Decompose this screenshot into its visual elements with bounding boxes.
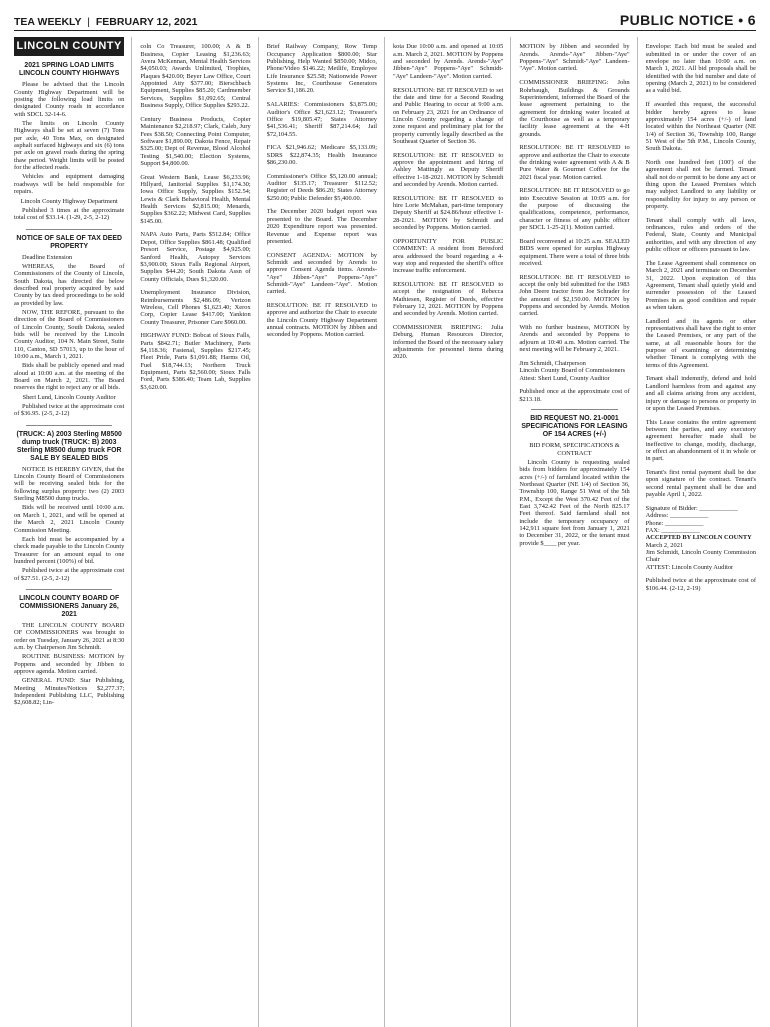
minutes-paragraph: NAPA Auto Parts, Parts $512.84; Office Depot, Office Supplies $861.48; Qualified Presort Service, Postage $4,925.00; Sanford Health, Autopsy Services $3,900.00; Sioux Falls Regional Airport, Supplies $44.20; South Dakota Assn of County Officials, Dues $1,320.00. — [140, 231, 251, 283]
page-header — [14, 10, 756, 31]
notice-columns — [14, 37, 756, 1027]
notice-paragraph: Vehicles and equipment damaging roadways will be held responsible for repairs. — [14, 173, 125, 196]
minutes-paragraph: Unemployment Insurance Division, Reimbursements $2,486.09; Verizon Wireless, Cell Phones $1,623.40; Xerox Corp, Copier Lease $417.00; Yankton County Treasurer, Prisoner Care $960.00. — [140, 289, 251, 326]
column-6 — [646, 37, 756, 1027]
minutes-paragraph: Board reconvened at 10:25 a.m. SEALED BIDS were opened for surplus Highway equipment. There were a total of three bids received. — [519, 237, 630, 267]
minutes-paragraph: Brief Railway Company, Row Temp Occupancy Application $800.00; Star Publishing, Help Wanted $850.00; Midco, Phone/Video $146.22; Metlife, Employee Life Insurance $25.58; Nationwide Power Systems Inc, Courthouse Generators Service $1,186.20. — [266, 43, 377, 95]
notice-divider — [26, 229, 112, 230]
column-4 — [393, 37, 511, 1027]
lease-paragraph: Tenant's first rental payment shall be due upon signature of the contract. Tenant's second rental payment shall be due and payable April 1, 2022. — [645, 469, 756, 499]
notice-title: LINCOLN COUNTY BOARD OF COMMISSIONERS January 26, 2021 — [19, 594, 120, 618]
column-5 — [519, 37, 637, 1027]
lease-paragraph: The Lease Agreement shall commence on March 2, 2021 and terminate on December 31, 2022. Upon expiration of this Agreement, Tenant shall quietly yield and surrender possession of the Leased Premises in as good condition and repair as when taken. — [645, 259, 756, 311]
minutes-paragraph: The December 2020 budget report was presented to the Board. The December 2020 Expenditure report was presented. Revenue and Expense report was presented. — [266, 208, 377, 245]
lease-paragraph: This Lease contains the entire agreement between the parties, and any executory agreement hereafter made shall be ineffective to change, modify, discharge, or effect an abandonment of it in whole or in part. — [645, 418, 756, 463]
column-1 — [14, 37, 132, 1027]
minutes-paragraph: Century Business Products, Copier Maintenance $2,218.97; Clark, Caleb, Jury Fees $38.50; Connecting Point Computer, Software $1,890.00; Dakota Fence, Repair $325.00; Dept of Revenue, Blood Alcohol Testing $1,540.00; Election Systems, Support $4,800.00. — [140, 115, 251, 167]
signature-line: Attest: Sheri Lund, County Auditor — [519, 374, 610, 382]
issue-date: FEBRUARY 12, 2021 — [95, 16, 198, 28]
notice-title: (TRUCK: A) 2003 Sterling M8500 dump truck (TRUCK: B) 2003 Sterling M8500 dump truck FOR SALE BY SEALED BIDS — [16, 430, 122, 462]
notice-divider — [531, 409, 617, 410]
minutes-paragraph: FICA $21,946.62; Medicare $5,133.09; SDRS $22,874.35; Health Insurance $86,230.00. — [266, 144, 377, 166]
minutes-paragraph: coln Co Treasurer, 100.00; A & B Business, Copier Leasing $1,236.63; Avera McKennan, Mental Health Services $4,050.03; Awards Unlimited, Trophies, Plaques $420.00; Beyer Law Office, Court Appointed Atty $377.00; Bierschbach Equipment, Supplies $85.20; Cardmember Services, Supplies $1,092.65; Central Business Supply, Office Supplies $293.22. — [140, 43, 251, 110]
minutes-paragraph: kota Due 10:00 a.m. and opened at 10:05 a.m. March 2, 2021. MOTION by Poppens and seconded by Arends. Arends-"Aye" Jibben-"Aye" Poppens-"Aye" Schmidt-"Aye" Landeen-"Aye". Motion carried. — [392, 43, 504, 80]
bidder-signature-line: Signature of Bidder: ____________ — [645, 504, 738, 512]
notice-title: 2021 SPRING LOAD LIMITS LINCOLN COUNTY HIGHWAYS — [19, 62, 120, 78]
minutes-paragraph: OPPORTUNITY FOR PUBLIC COMMENT: A resident from Beresford area addressed the board regarding a 4-way stop and requested the sheriff's office increase traffic enforcement. — [392, 237, 504, 275]
paper-name: TEA WEEKLY — [14, 16, 82, 28]
minutes-paragraph: RESOLUTION: BE IT RESOLVED to approve the appointment and hiring of Ashley Mattingly as Deputy Sheriff effective 1-18-2021. MOTION by Schmidt and seconded by Arends. Motion carried. — [392, 151, 504, 189]
notice-paragraph: Please be advised that the Lincoln County Highway Department will be posting the following load limits on designated County roads in accordance with SDCL 32-14-6. — [14, 81, 125, 118]
minutes-paragraph: CONSENT AGENDA: MOTION by Schmidt and seconded by Arends to approve Consent Agenda items. Arends-"Aye" Jibben-"Aye" Poppens-"Aye" Schmidt-"Aye" Landeen-"Aye". Motion carried. — [266, 251, 377, 296]
notice-tax-deed — [14, 235, 124, 418]
minutes-paragraph: COMMISSIONER BRIEFING: John Rohrbaugh, Buildings & Grounds Superintendent, informed the Board of the lease agreement pertaining to the agreement for drinking water located at the Courthouse as well as a temporary facility lease agreement at the 4-H grounds. — [519, 79, 630, 138]
notice-load-limits — [14, 62, 124, 221]
publication-note: Published twice at the approximate cost of $27.51. (2-5, 2-12) — [14, 567, 125, 582]
lease-paragraph: Landlord and its agents or other representatives shall have the right to enter the Leased Premises, or any part of the same, at all reasonable hours for the purpose of examining or determining whether Tenant is complying with the terms of this Agreement. — [645, 317, 756, 369]
minutes-paragraph: RESOLUTION: BE IT RESOLVED to approve and authorize the Chair to execute the drinking water agreement with A & B Pure Water & Gourmet Coffee for the 2021 fiscal year. Motion carried. — [519, 144, 630, 181]
publication-note: Published once at the approximate cost of $213.18. — [519, 388, 630, 403]
attest-line: ATTEST: Lincoln County Auditor — [645, 563, 734, 571]
minutes-paragraph: Great Western Bank, Lease $6,233.96; Hillyard, Janitorial Supplies $1,174.30; Iowa Office Supply, Supplies $152.54; Lewis & Clark Behavioral Health, Mental Health Services $2,815.00; Menards, Supplies $362.22; Midwest Card, Supplies $145.00. — [140, 173, 251, 225]
notice-commission-minutes — [14, 595, 124, 707]
notice-bid-request — [519, 415, 629, 547]
lease-paragraph: North one hundred feet (100') of the agreement shall not be farmed. Tenant shall not do or permit to be done any act or thing upon the Leased Premises which may subject Landlord to any liability or responsibility for injury to any person or property. — [645, 158, 756, 211]
lease-paragraph: Tenant shall indemnify, defend and hold Landlord harmless from and against any and all claims arising from any accident, injury or damage to persons or property in or upon the Leased Premises. — [645, 375, 756, 412]
signature-line: Lincoln County Board of Commissioners — [519, 367, 626, 375]
bidder-address-line: Address: ____________ — [645, 512, 709, 520]
minutes-paragraph: RESOLUTION: BE IT RESOLVED to accept the resignation of Rebecca Mathiesen, Register of Deeds, effective February 12, 2021. MOTION by Poppens and seconded by Arends. Motion carried. — [392, 280, 504, 318]
notice-paragraph: The limits on Lincoln County Highways shall be set at seven (7) Tons per axle, 40 Tons Max, on designated asphalt surfaced highways and six (6) tons per axle on gravel roads during the spring thaw period. Weight limits will be posted for the affected roads. — [14, 120, 125, 172]
publication-note: Published 3 times at the approximate total cost of $33.14. (1-29, 2-5, 2-12) — [14, 206, 125, 222]
minutes-paragraph: COMMISSIONER BRIEFING: Julia Deburg, Human Resources Director, informed the Board of the necessary salary adjustments for personnel items during 2020. — [392, 324, 504, 361]
minutes-signature-block — [519, 360, 629, 382]
notice-paragraph: Deadline Extension — [22, 253, 73, 261]
notice-paragraph: WHEREAS, the Board of Commissioners of the County of Lincoln, South Dakota, has directed the below described real property acquired by said County by tax deed proceedings to be sold as provided by law. — [14, 262, 125, 307]
notice-title: BID REQUEST NO. 21-0001 SPECIFICATIONS FOR LEASING OF 154 ACRES (+/-) — [521, 415, 628, 439]
notice-paragraph: NOTICE IS HEREBY GIVEN, that the Lincoln County Board of Commissioners will be receiving sealed bids for the following surplus property: two (2) 2003 Sterling M8500 dump trucks. — [14, 465, 125, 503]
notice-paragraph: Lincoln County is requesting sealed bids from bidders for approximately 154 acres (+/-) of farmland located within the Northeast Quarter (NE 1/4) of Section 36, Township 100, Range 51 West of the 5th P.M., Except the West 370.42 Feet of the East 3,742.42 Feet of the North 825.17 Feet thereof. Said farmland shall not include the temporary occupancy of 142,911 square feet from January 1, 2021 to December 31, 2022, or the tenant must provide $____ per year. — [519, 459, 630, 547]
section-title: PUBLIC NOTICE • 6 — [619, 12, 756, 28]
minutes-paragraph: RESOLUTION: BE IT RESOLVED to go into Executive Session at 10:05 a.m. for the purpose of discussing the qualifications, competence, performance, character or fitness of any public officer per SDCL 1-25-2(1). Motion carried. — [519, 187, 630, 232]
lease-paragraph: Envelope: Each bid must be sealed and submitted in or under the cover of an envelope no later than 10:00 a.m. on March 1, 2021. All bid proposals shall be identified with the bid number and date of opening (March 2, 2021) to be considered as a valid bid. — [645, 43, 756, 95]
lease-paragraph: Tenant shall comply with all laws, ordinances, rules and orders of the Federal, State, County and Municipal authorities, and with any direction of any public officer or officers pursuant to law. — [645, 216, 756, 254]
minutes-paragraph: MOTION by Jibben and seconded by Arends. Arends-"Aye" Jibben-"Aye" Poppens-"Aye" Schmidt-"Aye" Landeen-"Aye". Motion carried. — [519, 43, 630, 73]
masthead — [14, 16, 197, 28]
publication-note: Published twice at the approximate cost of $106.44. (2-12, 2-19) — [645, 577, 756, 592]
minutes-paragraph: RESOLUTION: BE IT RESOLVED to hire Lorie McMahan, part-time temporary Deputy Sheriff at $24.86/hour effective 1-28-2021. MOTION by Schmidt and seconded by Poppens. Motion carried. — [392, 194, 504, 232]
bidder-fax-line: FAX: ____________ — [645, 526, 700, 534]
county-banner: LINCOLN COUNTY — [14, 37, 124, 56]
signature-line: Jim Schmidt, Chairperson — [519, 359, 586, 367]
notice-paragraph: Each bid must be accompanied by a check made payable to the Lincoln County Treasurer for an amount equal to one hundred percent (100%) of bid. — [14, 535, 125, 565]
bidder-phone-line: Phone: ____________ — [645, 519, 704, 527]
column-2 — [140, 37, 258, 1027]
notice-subtitle: BID FORM, SPECIFICATIONS & CONTRACT — [529, 442, 620, 457]
minutes-paragraph: RESOLUTION: BE IT RESOLVED to approve and authorize the Chair to execute the Lincoln County Highway Department annual contracts. MOTION by Jibben and seconded by Poppens. Motion carried. — [266, 302, 377, 339]
column-3 — [267, 37, 385, 1027]
minutes-paragraph: RESOLUTION: BE IT RESOLVED to accept the only bid submitted for the 1983 John Deere tractor from Joe Schrader for the amount of $2,150.00. MOTION by Poppens and seconded by Arends. Motion carried. — [519, 273, 630, 318]
notice-divider — [26, 425, 112, 426]
notice-divider — [26, 589, 112, 590]
minutes-paragraph: RESOLUTION: BE IT RESOLVED to set the date and time for a Second Reading and Public Hearing to occur at 9:00 a.m. on February 23, 2021 for an Ordinance of Lincoln County regarding a change of zone request and preliminary plat for the property currently legally described as the Southeast Quarter of Section 36. — [392, 86, 504, 145]
notice-title: NOTICE OF SALE OF TAX DEED PROPERTY — [16, 234, 122, 250]
minutes-paragraph: SALARIES: Commissioners $3,875.00; Auditor's Office $21,623.12; Treasurer's Office $19,805.47; States Attorney $41,536.41; Sheriff $87,214.64; Jail $72,104.55. — [266, 101, 377, 138]
notice-truck-sale — [14, 431, 124, 582]
minutes-paragraph: Commissioner's Office $5,120.00 annual; Auditor $135.17; Treasurer $112.52; Register of Deeds $86.20; States Attorney $250.00; Public Defender $5,400.00. — [266, 172, 377, 202]
accepted-heading: ACCEPTED BY LINCOLN COUNTY — [645, 534, 752, 542]
masthead-separator: | — [87, 16, 90, 28]
notice-paragraph: NOW, THE REFORE, pursuant to the direction of the Board of Commissioners of Lincoln County, South Dakota, sealed bids will be received by the Lincoln County Auditor, 104 N. Main Street, Suite 110, Canton, SD 57013, up to the hour of 10:00 a.m., March 1, 2021. — [14, 308, 125, 360]
publication-note: Published twice at the approximate cost of $36.95. (2-5, 2-12) — [14, 403, 125, 418]
notice-paragraph: THE LINCOLN COUNTY BOARD OF COMMISSIONERS was brought to order on Tuesday, January 26, 2021 at 8:30 a.m. by Chairperson Jim Schmidt. — [14, 621, 125, 651]
accepted-by: Jim Schmidt, Lincoln County Commission Chair — [645, 548, 756, 564]
notice-paragraph: Bids shall be publicly opened and read aloud at 10:00 a.m. at the meeting of the Board on March 2, 2021. The Board reserves the right to reject any or all bids. — [14, 362, 125, 392]
notice-paragraph: Bids will be received until 10:00 a.m. on March 1, 2021, and will be opened at the March 2, 2021 Lincoln County Commission Meeting. — [14, 504, 125, 534]
accepted-date: March 2, 2021 — [645, 541, 684, 549]
bidder-signature-block — [646, 505, 756, 571]
lease-paragraph: If awarded this request, the successful bidder hereby agrees to lease approximately 154 acres (+/-) of land located within the Northeast Quarter (NE 1/4) of Section 36, Township 100, Range 51 West of the 5th P.M., Lincoln County, South Dakota. — [645, 101, 756, 153]
notice-signature: Lincoln County Highway Department — [20, 197, 118, 205]
notice-paragraph: GENERAL FUND: Star Publishing, Meeting Minutes/Notices $2,277.37; Independent Publishing LLC, Publishing $2,608.82; Lin- — [14, 677, 125, 707]
minutes-paragraph: HIGHWAY FUND: Bobcat of Sioux Falls, Parts $842.71; Butler Machinery, Parts $4,118.36; Fastenal, Supplies $217.45; Fleet Pride, Parts $1,091.88; Harms Oil, Fuel $18,744.13; Northern Truck Equipment, Parts $2,560.00; Sioux Falls Ford, Parts $386.40; Team Lab, Supplies $3,620.00. — [140, 332, 251, 391]
notice-paragraph: ROUTINE BUSINESS: MOTION by Poppens and seconded by Jibben to approve agenda. Motion carried. — [14, 653, 125, 675]
minutes-paragraph: With no further business, MOTION by Arends and seconded by Poppens to adjourn at 10:40 a.m. Motion carried. The next meeting will be February 2, 2021. — [519, 324, 630, 354]
notice-signature: Sheri Lund, Lincoln County Auditor — [22, 393, 116, 401]
